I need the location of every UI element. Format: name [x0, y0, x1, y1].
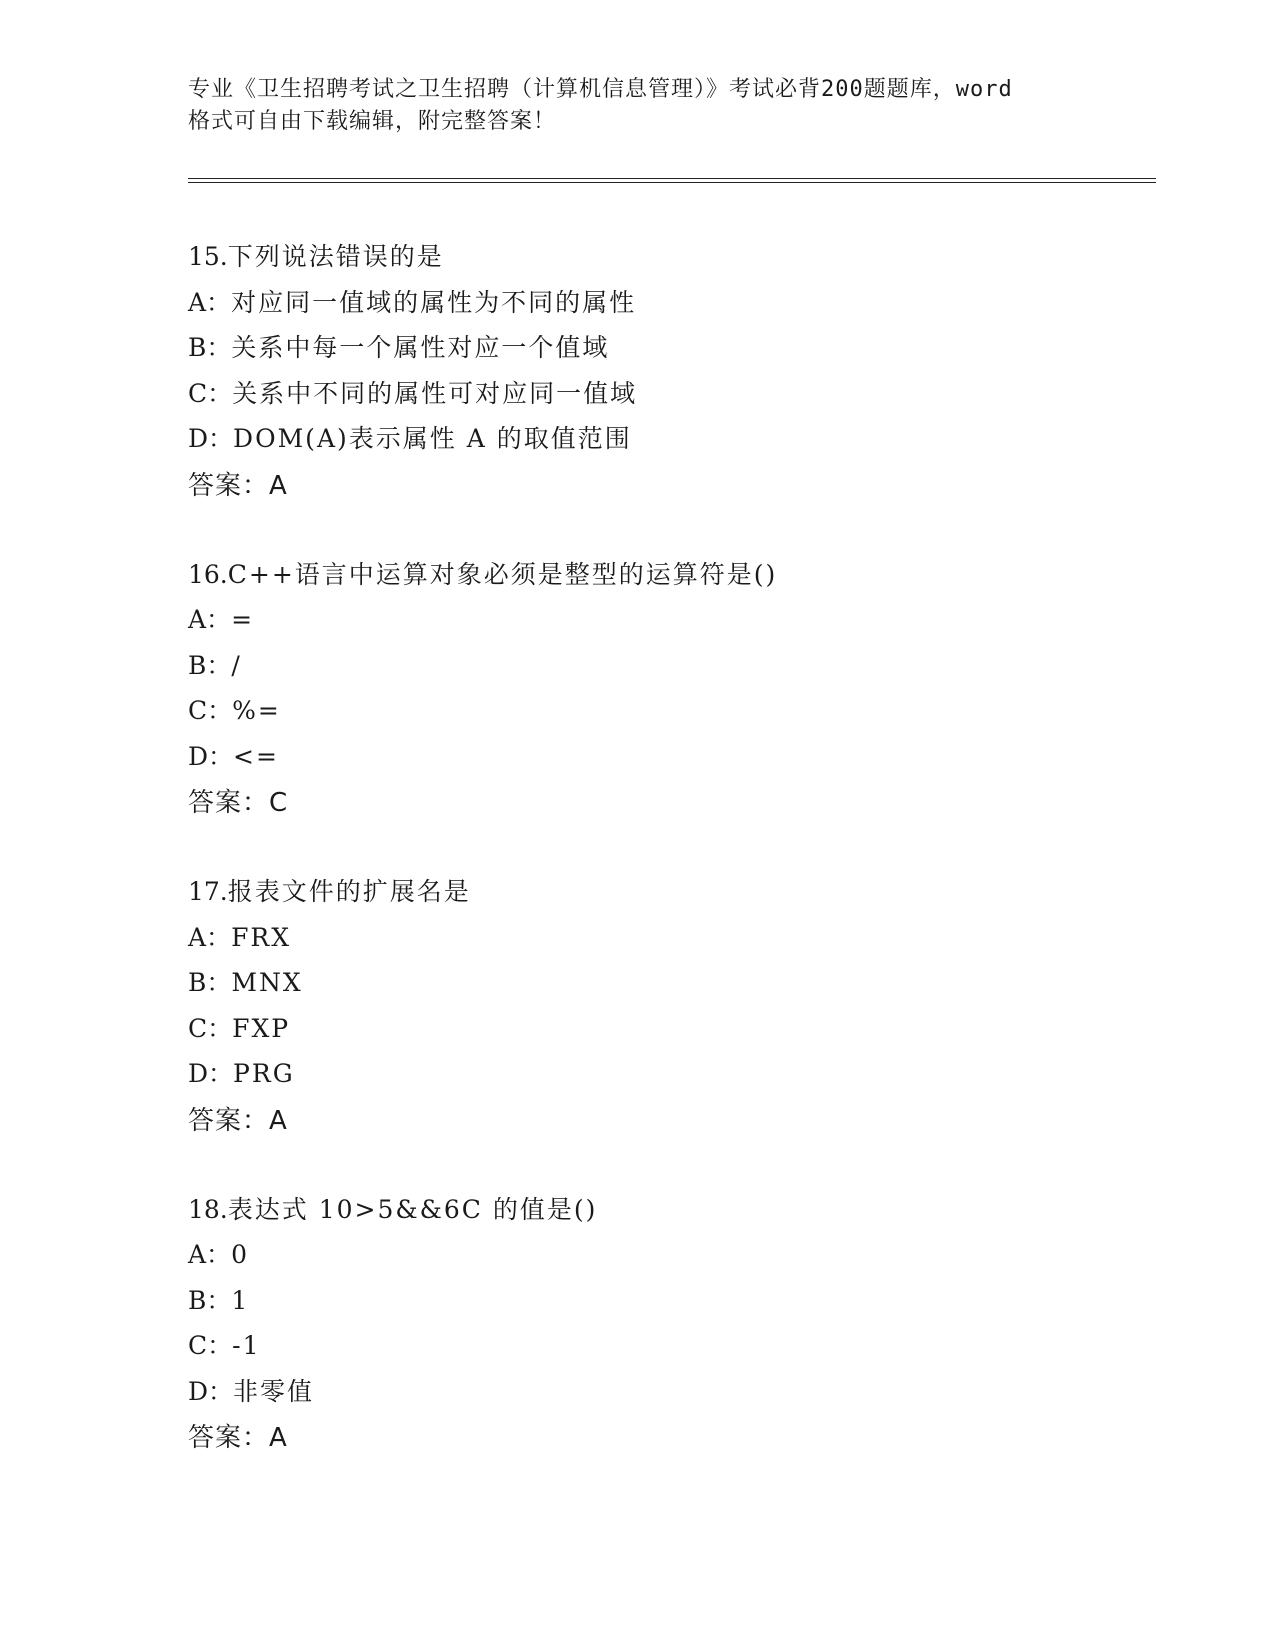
- answer-label: 答案：: [188, 1423, 270, 1453]
- option-d: [188, 1051, 1148, 1097]
- option-text: DOM(A)表示属性 A 的取值范围: [233, 424, 632, 453]
- option-text: 非零值: [233, 1376, 315, 1406]
- option-b: [188, 643, 1148, 689]
- header-line-2: 格式可自由下载编辑，附完整答案！: [188, 109, 557, 134]
- answer-value: C: [269, 788, 289, 818]
- question-15: [188, 234, 1148, 510]
- answer-label: 答案：: [188, 788, 270, 818]
- option-text: PRG: [233, 1059, 295, 1088]
- option-c: [188, 1323, 1148, 1369]
- option-letter: B：: [188, 1285, 232, 1315]
- question-number: 18.: [188, 1194, 228, 1224]
- option-text: 对应同一值域的属性为不同的属性: [231, 287, 637, 317]
- question-number: 17.: [188, 877, 228, 906]
- option-letter: C：: [188, 378, 233, 408]
- option-b: [188, 960, 1148, 1006]
- option-text: =: [231, 605, 255, 634]
- question-stem: [188, 552, 1148, 598]
- question-stem: [188, 234, 1148, 280]
- option-text: FXP: [232, 1013, 291, 1043]
- answer-label: 答案：: [188, 1105, 270, 1136]
- option-text: /: [231, 650, 242, 680]
- answer-line: [188, 462, 1148, 510]
- option-text: 0: [231, 1240, 249, 1269]
- option-letter: A：: [188, 605, 232, 634]
- option-letter: D：: [188, 424, 234, 453]
- question-text: 报表文件的扩展名是: [227, 877, 471, 906]
- question-17: [188, 869, 1148, 1145]
- option-letter: B：: [188, 333, 232, 362]
- option-a: [188, 280, 1148, 326]
- option-letter: A：: [188, 1240, 232, 1269]
- option-letter: B：: [188, 968, 232, 997]
- option-text: 关系中不同的属性可对应同一值域: [232, 378, 638, 408]
- option-c: [188, 688, 1148, 734]
- option-letter: B：: [188, 650, 232, 680]
- option-text: -1: [232, 1331, 261, 1360]
- option-d: [188, 734, 1148, 780]
- option-text: %=: [232, 696, 281, 725]
- option-d: [188, 1369, 1148, 1415]
- header-line-1: 专业《卫生招聘考试之卫生招聘（计算机信息管理）》考试必背200题题库，word: [188, 77, 1013, 102]
- question-18: [188, 1187, 1148, 1463]
- option-a: [188, 915, 1148, 961]
- option-b: [188, 325, 1148, 371]
- option-a: [188, 1232, 1148, 1278]
- answer-line: [188, 1414, 1148, 1462]
- header-double-rule: [188, 178, 1156, 183]
- option-text: FRX: [231, 922, 292, 952]
- option-a: [188, 597, 1148, 643]
- answer-line: [188, 779, 1148, 827]
- answer-label: 答案：: [188, 470, 270, 501]
- option-text: 关系中每一个属性对应一个值域: [231, 333, 610, 362]
- answer-value: A: [269, 1105, 288, 1136]
- option-d: [188, 416, 1148, 462]
- question-number: 16.: [188, 559, 228, 589]
- question-text: C++语言中运算对象必须是整型的运算符是(): [227, 559, 778, 589]
- document-header: [188, 74, 1098, 138]
- option-c: [188, 371, 1148, 417]
- question-text: 下列说法错误的是: [227, 242, 444, 271]
- option-letter: A：: [188, 922, 232, 952]
- question-16: [188, 552, 1148, 828]
- option-letter: C：: [188, 1331, 233, 1360]
- option-letter: C：: [188, 696, 233, 725]
- answer-line: [188, 1097, 1148, 1145]
- question-list: [188, 234, 1148, 1504]
- option-text: <=: [233, 741, 279, 771]
- option-letter: D：: [188, 741, 234, 771]
- question-text: 表达式 10>5&&6C 的值是(): [227, 1194, 598, 1224]
- option-letter: C：: [188, 1013, 233, 1043]
- option-text: 1: [231, 1285, 250, 1315]
- option-text: MNX: [231, 968, 303, 997]
- question-stem: [188, 1187, 1148, 1233]
- option-letter: A：: [188, 287, 232, 317]
- option-letter: D：: [188, 1376, 234, 1406]
- question-stem: [188, 869, 1148, 915]
- answer-value: A: [269, 1423, 288, 1453]
- option-b: [188, 1278, 1148, 1324]
- question-number: 15.: [188, 242, 228, 271]
- answer-value: A: [269, 470, 288, 501]
- option-c: [188, 1006, 1148, 1052]
- option-letter: D：: [188, 1059, 234, 1088]
